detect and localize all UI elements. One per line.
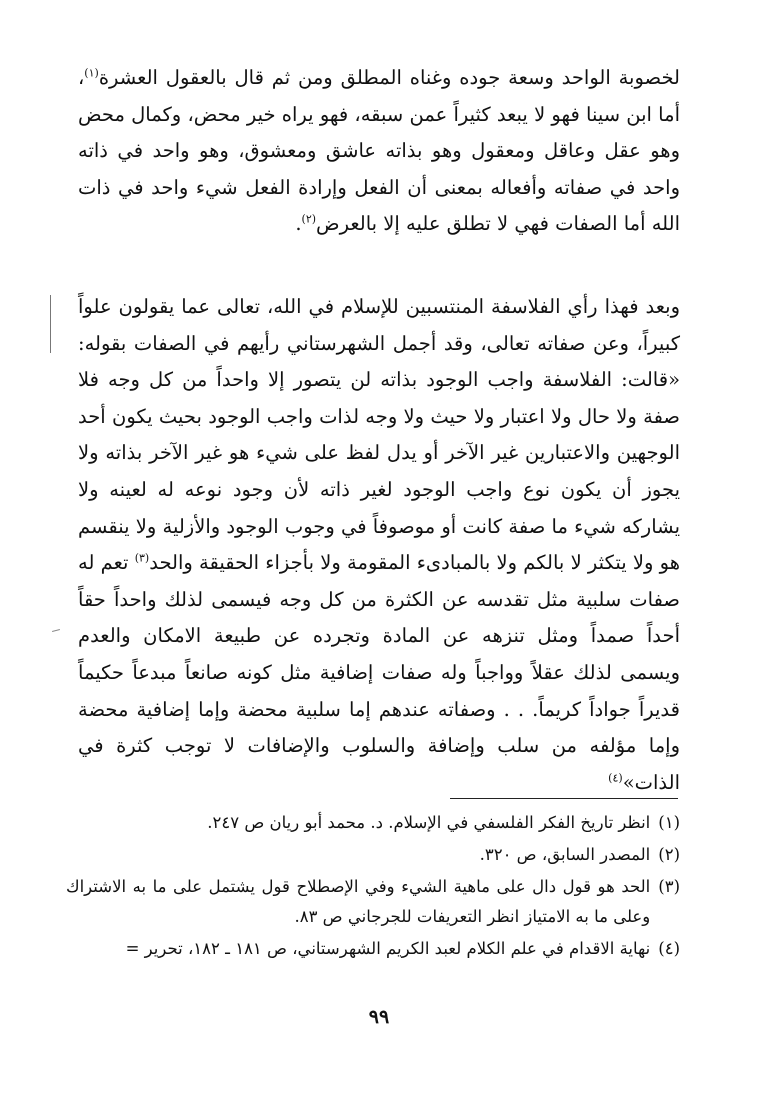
paragraph-2 xyxy=(78,289,680,801)
footnote-ref-4: (٤) xyxy=(608,771,623,785)
footnote-number: (١) xyxy=(658,813,680,832)
footnotes xyxy=(66,808,680,966)
footnote-separator xyxy=(450,798,678,799)
footnote-text: نهاية الاقدام في علم الكلام لعبد الكريم الشهرستاني، ص ١٨١ ـ ١٨٢، تحرير = xyxy=(125,939,651,958)
footnote-text: انظر تاريخ الفكر الفلسفي في الإسلام. د. محمد أبو ريان ص ٢٤٧. xyxy=(207,813,651,832)
margin-mark xyxy=(50,295,51,353)
paragraph-1-text-b: ، أما ابن سينا فهو لا يبعد كثيراً عمن سبقه، فهو يراه خير محض، وكمال محض وهو عقل وعاقل ومعقول وهو بذاته عاشق ومعشوق، وهو واحد في ذاته واحد في صفاته وأفعاله بمعنى أن الفعل وإرادة الفعل شيء واحد في ذات الله أما الصفات فهي لا تطلق عليه إلا بالعرض xyxy=(78,66,680,236)
footnote-number: (٤) xyxy=(658,939,680,958)
footnote-text: الحد هو قول دال على ماهية الشيء وفي الإصطلاح قول يشتمل على ما به الاشتراك وعلى ما به الامتياز انظر التعريفات للجرجاني ص ٨٣. xyxy=(66,877,651,926)
footnote-number: (٢) xyxy=(658,845,680,864)
margin-tick xyxy=(52,629,60,632)
footnote-1 xyxy=(66,808,680,838)
paragraph-1-text-a: لخصوبة الواحد وسعة جوده وغناه المطلق ومن ثم قال بالعقول العشرة xyxy=(98,66,680,89)
page-number: ٩٩ xyxy=(368,1006,390,1028)
paragraph-1 xyxy=(78,60,680,243)
paragraph-1-text-c: . xyxy=(295,212,302,236)
footnote-ref-3: (٣) xyxy=(134,551,150,565)
footnote-ref-1: (١) xyxy=(84,66,99,80)
footnote-2 xyxy=(66,840,680,870)
footnote-text: المصدر السابق، ص ٣٢٠. xyxy=(479,845,651,864)
footnote-number: (٣) xyxy=(658,877,680,896)
paragraph-2-text-b: تعم له صفات سلبية مثل تقدسه عن الكثرة من كل وجه فيسمى لذلك واحداً حقاً أحداً صمداً ومثل تنزهه عن المادة وتجرده عن طبيعة الامكان والعدم ويسمى لذلك عقلاً وواجباً وله صفات إضافية مثل كونه صانعاً مبدعاً حكيماً قديراً جواداً كريماً. . . وصفاته عندهم إما سلبية محضة وإما إضافية محضة وإما مؤلفه من سلب وإضافة والسلوب والإضافات لا توجب كثرة في الذات» xyxy=(78,551,680,794)
paragraph-2-text-a: وبعد فهذا رأي الفلاسفة المنتسبين للإسلام في الله، تعالى عما يقولون علواً كبيراً، وعن صفاته تعالى، وقد أجمل الشهرستاني رأيهم في الصفات بقوله: «قالت: الفلاسفة واجب الوجود بذاته لن يتصور إلا واحداً من كل وجه فلا صفة ولا حال ولا اعتبار ولا حيث ولا وجه لذات واجب الوجود بحيث يكون أحد الوجهين والاعتبارين غير الآخر أو يدل لفظ على شيء هو غير الآخر بذاته ولا يجوز أن يكون نوع واجب الوجود لغير ذاته لأن وجود نوعه له لعينه ولا يشاركه شيء ما صفة كانت أو موصوفاً في وجوب الوجود والأزلية ولا ينقسم هو ولا يتكثر لا بالكم ولا بالمبادىء المقومة ولا بأجزاء الحقيقة والحد xyxy=(78,295,681,575)
footnote-ref-2: (٢) xyxy=(301,212,317,226)
footnote-4 xyxy=(66,934,680,964)
footnote-3 xyxy=(66,872,680,932)
